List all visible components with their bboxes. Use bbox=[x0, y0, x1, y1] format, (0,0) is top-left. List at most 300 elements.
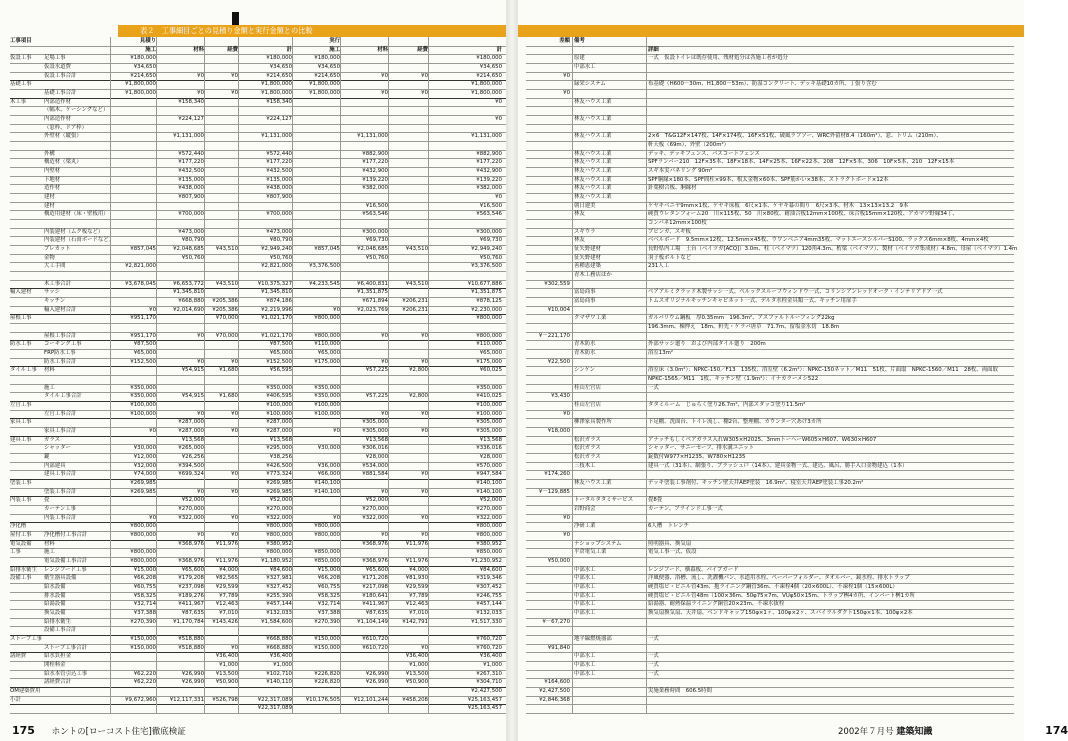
table-cell: ¥0 bbox=[421, 410, 428, 417]
table-cell: ¥518,880 bbox=[178, 644, 204, 651]
table-cell: ¥1,351,875 bbox=[357, 289, 388, 296]
table-cell: ¥0 bbox=[421, 471, 428, 478]
table-cell: ¥2,427,500 bbox=[539, 688, 570, 694]
table-cell: ¥58,325 bbox=[317, 592, 340, 599]
table-cell: ¥951,170 bbox=[130, 315, 156, 322]
table-cell: 塗装工事 bbox=[10, 480, 32, 486]
table-cell: ¥91,840 bbox=[547, 644, 570, 651]
table-cell: ¥0 bbox=[381, 532, 388, 538]
table-cell: ¥28,000 bbox=[479, 454, 502, 460]
table-cell: ¥1,345,810 bbox=[261, 289, 292, 296]
table-cell: 材料 bbox=[44, 367, 55, 374]
table-cell: ¥82,565 bbox=[215, 575, 238, 582]
table-cell: 給湯設備 bbox=[44, 601, 66, 608]
table-cell: ¥760,720 bbox=[476, 644, 502, 651]
table-cell: ¥438,000 bbox=[266, 185, 292, 192]
table-cell: ¥1,230,952 bbox=[471, 558, 502, 564]
table-cell: 三枝木工 bbox=[574, 462, 596, 469]
table-cell: ¥0 bbox=[231, 514, 238, 521]
table-cell: ¥0 bbox=[421, 90, 428, 96]
table-cell: ¥699,324 bbox=[178, 471, 204, 478]
table-cell: ¥177,220 bbox=[178, 159, 204, 166]
table-cell: 内装工事合計 bbox=[44, 514, 77, 521]
table-cell: ¥305,000 bbox=[476, 419, 502, 426]
table-cell: ¥270,000 bbox=[476, 506, 502, 512]
table-cell: ¥7,010 bbox=[219, 610, 238, 616]
table-cell: OM建築費用 bbox=[10, 688, 41, 694]
table-cell: （窓枠、ドア枠） bbox=[44, 124, 87, 131]
table-cell: ¥0 bbox=[197, 488, 204, 495]
table-cell: ¥22,317,089 bbox=[257, 705, 292, 712]
table-cell: ¥0 bbox=[421, 332, 428, 339]
table-cell: ¥300,000 bbox=[476, 228, 502, 235]
table-cell: 家具工事 bbox=[10, 419, 32, 426]
table-cell: ¥65,000 bbox=[317, 350, 340, 356]
table-cell: 錠数付W977×H1235、W780×H1235 bbox=[648, 454, 746, 460]
table-cell: 備考 bbox=[574, 38, 585, 44]
table-cell: ¥1,680 bbox=[219, 367, 238, 374]
table-cell: ¥432,900 bbox=[476, 168, 502, 174]
table-cell: ¥0 bbox=[421, 514, 428, 521]
table-cell: 排水設備 bbox=[44, 592, 66, 599]
table-cell: ¥1,800,000 bbox=[261, 90, 292, 96]
table-cell: 青木防水 bbox=[574, 350, 596, 356]
table-cell: 林友ハウス工業 bbox=[574, 185, 612, 192]
column-rule bbox=[156, 37, 157, 713]
table-title: 表２ 工事細目ごとの見積り金額と実行金額との比較 bbox=[118, 25, 506, 37]
table-cell: ¥132,033 bbox=[476, 610, 502, 616]
table-cell: ¥143,426 bbox=[212, 618, 238, 625]
table-cell: SPF胴縁×180本、SPF間柱×99本、根太金物×60本、SPF筋かい×38本、ストラクトボード×12本 bbox=[648, 176, 889, 183]
table-cell: ¥36,000 bbox=[317, 462, 340, 469]
table-cell: 中部水工 bbox=[574, 601, 596, 608]
table-cell: ¥800,000 bbox=[314, 532, 340, 538]
table-cell: ¥28,000 bbox=[365, 454, 388, 460]
table-cell: 一式 bbox=[648, 636, 659, 642]
table-cell: ¥65,000 bbox=[133, 350, 156, 356]
table-cell: ¥0 bbox=[421, 72, 428, 79]
table-cell: ¥32,000 bbox=[133, 462, 156, 469]
table-cell: ¥0 bbox=[231, 428, 238, 434]
table-cell: ¥6,653,772 bbox=[173, 280, 204, 287]
table-cell: ¥0 bbox=[563, 90, 570, 96]
table-cell: ¥206,231 bbox=[402, 306, 428, 313]
table-cell: ¥305,000 bbox=[362, 428, 388, 434]
table-cell: 征矢野建材 bbox=[574, 254, 601, 261]
table-cell: ¥74,000 bbox=[133, 471, 156, 478]
table-cell: ¥50,760 bbox=[365, 254, 388, 261]
table-cell: ¥306,016 bbox=[362, 445, 388, 452]
table-cell: ¥12,463 bbox=[215, 601, 238, 608]
book-gutter bbox=[506, 0, 518, 741]
table-cell: 硬質塩ビ・ビニル管43m、抱ライニング鋼管36m、不凍栓4個（20×600L）、不凍栓1個（15×600L） bbox=[648, 584, 898, 590]
table-cell: ¥26,990 bbox=[181, 670, 204, 677]
table-cell: ¥0 bbox=[231, 488, 238, 495]
table-cell: 林友ハウス工業 bbox=[574, 168, 612, 174]
table-cell: ¥100,000 bbox=[130, 402, 156, 408]
table-cell: 青木防水 bbox=[574, 341, 596, 348]
table-cell: ¥302,559 bbox=[544, 280, 570, 287]
table-cell: 6人槽 トレンチ bbox=[648, 523, 690, 530]
table-cell: ¥237,098 bbox=[178, 584, 204, 590]
table-cell: ¥1,131,000 bbox=[261, 133, 292, 140]
table-cell: 大工手間 bbox=[44, 263, 66, 270]
table-cell: ¥857,045 bbox=[314, 246, 340, 252]
table-cell: ¥0 bbox=[149, 514, 156, 521]
table-cell: デッキ塗装工事剤付、キッチン壁天井AEP塗装 16.9m²、寝室天井AEP塗装工事20.2m² bbox=[648, 480, 864, 486]
table-cell: 左官工事合計 bbox=[44, 410, 77, 417]
table-cell: ¥0 bbox=[197, 358, 204, 365]
table-cell: ¥110,000 bbox=[476, 341, 502, 348]
table-cell: ¥882,900 bbox=[362, 150, 388, 157]
table-cell: ¥807,900 bbox=[266, 194, 292, 200]
table-cell: ¥287,000 bbox=[178, 419, 204, 426]
table-cell: ¥226,820 bbox=[314, 670, 340, 677]
table-cell: ¥350,000 bbox=[314, 393, 340, 400]
table-cell: ¥1,000 bbox=[483, 662, 502, 668]
table-cell: 材料 bbox=[193, 46, 204, 53]
table-cell: 設備工事 bbox=[10, 575, 32, 582]
table-cell: 長野県内工場 土台（ベイツガ[ACQ]）3.0m、柱（ベイマツ）120角4.3m、桁梁（ベイマツ）、製材（ベイツガ集成材）4.8m、母屋（ベイマツ）1.4m bbox=[648, 246, 1018, 252]
table-cell: ¥－221,170 bbox=[538, 332, 570, 339]
table-cell: ¥214,650 bbox=[130, 72, 156, 79]
table-cell: 木工事 bbox=[10, 98, 27, 105]
table-cell: トムスオリジナルキッチンキャビネット一式、デルタ水栓金具類一式、キッチン用扉手 bbox=[648, 298, 857, 304]
column-rule bbox=[340, 37, 341, 713]
table-cell: 建具工事合計 bbox=[44, 471, 77, 478]
table-cell: ¥350,000 bbox=[130, 384, 156, 391]
table-cell: ¥11,976 bbox=[215, 540, 238, 547]
table-cell: 材料 bbox=[377, 46, 388, 53]
footer-caption: ホントの[ローコスト住宅]徹底検証 bbox=[51, 727, 186, 737]
table-cell: 外構 bbox=[44, 150, 55, 157]
table-cell: ¥0 bbox=[381, 72, 388, 79]
table-cell: ¥668,880 bbox=[266, 636, 292, 642]
column-rule bbox=[428, 37, 429, 713]
table-cell: ¥255,390 bbox=[266, 592, 292, 599]
table-cell: 計 bbox=[496, 46, 502, 53]
table-cell: ¥87,500 bbox=[133, 341, 156, 348]
table-cell: ¥62,220 bbox=[133, 670, 156, 677]
table-cell: 内装工事 bbox=[10, 497, 32, 504]
table-cell: ¥0 bbox=[421, 532, 428, 538]
table-cell: ¥0 bbox=[421, 488, 428, 495]
table-cell: ¥87,635 bbox=[365, 610, 388, 616]
table-cell: ¥69,730 bbox=[479, 237, 502, 244]
table-cell: ¥171,208 bbox=[362, 575, 388, 582]
table-cell: ¥1,000 bbox=[273, 662, 292, 668]
table-cell: ¥100,000 bbox=[476, 402, 502, 408]
table-cell: スギウラ bbox=[574, 228, 596, 235]
table-cell: ¥0 bbox=[333, 428, 340, 434]
table-cell: 羽子板ボルトなど bbox=[648, 254, 692, 261]
table-cell: 屋根工事 bbox=[10, 315, 32, 322]
table-cell: ¥760,720 bbox=[476, 636, 502, 642]
table-cell: ¥177,220 bbox=[362, 159, 388, 166]
issue-date: 2002年７月号 bbox=[838, 727, 894, 737]
table-cell: ¥0 bbox=[421, 428, 428, 434]
table-cell: ¥214,650 bbox=[314, 72, 340, 79]
table-cell: ¥22,500 bbox=[547, 358, 570, 365]
table-cell: 詳細 bbox=[648, 46, 659, 53]
table-cell: 緑栄システム bbox=[574, 81, 606, 88]
table-cell: ¥62,220 bbox=[133, 679, 156, 686]
table-cell: ¥0 bbox=[149, 428, 156, 434]
table-cell: ¥177,220 bbox=[266, 159, 292, 166]
table-cell: 実施業務時間 606.5時間 bbox=[648, 688, 712, 694]
table-cell: ¥800,000 bbox=[476, 532, 502, 538]
table-cell: ¥265,000 bbox=[178, 445, 204, 452]
table-cell: ¥350,000 bbox=[130, 393, 156, 400]
table-cell: ¥1,131,000 bbox=[173, 133, 204, 140]
table-cell: 松沢ガラス bbox=[574, 445, 601, 452]
table-cell: ¥307,452 bbox=[476, 584, 502, 590]
table-cell: ¥177,220 bbox=[476, 159, 502, 166]
table-cell: コーキング工事 bbox=[44, 341, 82, 348]
table-cell: ¥878,125 bbox=[476, 298, 502, 304]
table-cell: ¥269,985 bbox=[266, 488, 292, 495]
table-cell: ¥57,225 bbox=[365, 393, 388, 400]
table-cell: ¥13,568 bbox=[479, 436, 502, 443]
table-cell: ¥50,000 bbox=[547, 558, 570, 564]
table-cell: 中部水工 bbox=[574, 662, 596, 668]
table-cell: 中部水工 bbox=[574, 653, 596, 660]
table-cell: ¥410,025 bbox=[476, 393, 502, 400]
table-cell: ¥60,025 bbox=[479, 367, 502, 374]
table-cell: ガラス bbox=[44, 436, 61, 443]
table-cell: 畳8畳 bbox=[648, 497, 663, 504]
table-cell: ¥800,000 bbox=[476, 523, 502, 530]
table-cell: ¥0 bbox=[563, 532, 570, 538]
table-cell: 中部水工 bbox=[574, 610, 596, 616]
table-cell: ¥411,967 bbox=[362, 601, 388, 608]
table-cell: ¥32,714 bbox=[133, 601, 156, 608]
table-cell: ¥54,915 bbox=[181, 393, 204, 400]
table-cell: ¥152,500 bbox=[130, 358, 156, 365]
table-cell: ¥4,000 bbox=[409, 566, 428, 573]
table-cell: 善種恵建築 bbox=[574, 263, 601, 270]
table-cell: 富島商事 bbox=[574, 289, 596, 296]
table-cell: 給水負担金 bbox=[44, 653, 71, 660]
table-cell: 構造材（梁丸） bbox=[44, 159, 82, 166]
table-cell: ¥1,000 bbox=[219, 662, 238, 668]
table-cell: ¥87,500 bbox=[269, 341, 292, 348]
table-cell: 鍵 bbox=[44, 454, 50, 460]
table-cell: 一式 bbox=[648, 662, 659, 668]
table-cell: ¥34,650 bbox=[133, 64, 156, 70]
table-cell: ¥10,677,886 bbox=[467, 280, 502, 287]
table-cell: ¥43,510 bbox=[215, 280, 238, 287]
table-cell: ¥800,000 bbox=[130, 558, 156, 564]
table-cell: 林友 bbox=[574, 237, 585, 244]
table-cell: ¥140,100 bbox=[476, 488, 502, 495]
table-cell: ¥0 bbox=[197, 532, 204, 538]
table-cell: ¥305,000 bbox=[476, 428, 502, 434]
table-cell: 換気設備 bbox=[44, 610, 66, 616]
table-cell: 施工 bbox=[44, 549, 55, 556]
table-cell: 防水工事合計 bbox=[44, 358, 77, 365]
table-cell: ¥214,650 bbox=[476, 72, 502, 79]
table-cell: ¥65,600 bbox=[181, 566, 204, 573]
table-cell: 防水工事 bbox=[10, 341, 32, 348]
table-cell: ¥30,000 bbox=[133, 445, 156, 452]
table-cell: ¥1,021,170 bbox=[261, 332, 292, 339]
table-cell: ¥269,985 bbox=[130, 488, 156, 495]
table-cell: ¥29,599 bbox=[215, 584, 238, 590]
table-cell: ¥22,317,089 bbox=[257, 696, 292, 703]
page-number: 174 bbox=[1045, 724, 1068, 737]
table-cell: 柳澤家具製作所 bbox=[574, 419, 612, 426]
table-cell: ¥807,900 bbox=[178, 194, 204, 200]
table-cell: ¥13,568 bbox=[269, 436, 292, 443]
table-cell: 諸経費 bbox=[10, 653, 27, 660]
table-cell: ¥52,000 bbox=[479, 497, 502, 504]
table-cell: ¥1,345,810 bbox=[173, 289, 204, 296]
table-cell: ガルバリウム鋼板 厚0.35mm 196.3m²、アスファルトルーフィング22kg bbox=[648, 315, 835, 322]
table-cell: ¥140,100 bbox=[476, 480, 502, 486]
table-cell: 内装建材（ムク板など） bbox=[44, 228, 104, 235]
table-cell: 実行 bbox=[329, 38, 340, 44]
table-cell: 外部サッシ廻り および内部タイル廻り 200m bbox=[648, 341, 766, 348]
table-cell: ¥10,004 bbox=[547, 306, 570, 313]
table-cell: ¥2,014,690 bbox=[173, 306, 204, 313]
left-page bbox=[0, 0, 506, 741]
table-cell: 仮設工事合計 bbox=[44, 72, 77, 79]
table-cell: ¥394,500 bbox=[178, 462, 204, 469]
table-cell: 浴室13m² bbox=[648, 350, 674, 356]
table-cell: クマザワ工業 bbox=[574, 315, 607, 322]
table-cell: 196.3mm、棟押え 18m、軒先・ケラバ唐草 71.7m、留塩金水切 18.8m bbox=[648, 324, 840, 330]
table-cell: ¥34,650 bbox=[479, 64, 502, 70]
table-cell: ¥1,170,784 bbox=[173, 618, 204, 625]
table-cell: 屋付工事 bbox=[10, 532, 32, 538]
table-cell: ¥43,510 bbox=[215, 246, 238, 252]
table-cell: キッチン bbox=[44, 298, 66, 304]
table-cell: ¥65,000 bbox=[479, 350, 502, 356]
table-cell: ¥2,048,685 bbox=[173, 246, 204, 252]
table-cell: 一式 仮設トイレは既存使用、残材処分は各施工者が処分 bbox=[648, 55, 788, 62]
table-cell: 硬質塩ビ・ビニル管48m（100×36m、50φ75×7m、VUφ50×15m、トラップ桝4カ所、インバート桝1カ所 bbox=[648, 592, 915, 599]
table-cell: ¥1,680 bbox=[219, 393, 238, 400]
table-cell: ¥668,880 bbox=[266, 644, 292, 651]
table-cell: ¥175,000 bbox=[314, 358, 340, 365]
table-cell: ¥132,033 bbox=[266, 610, 292, 616]
table-cell: ¥100,000 bbox=[314, 402, 340, 408]
table-cell: 建材 bbox=[44, 202, 55, 209]
table-cell: ¥668,880 bbox=[178, 298, 204, 304]
table-cell: 松沢ガラス bbox=[574, 454, 601, 460]
table-cell: ¥50,900 bbox=[405, 679, 428, 686]
table-cell: ¥2,048,685 bbox=[357, 246, 388, 252]
table-cell: 建具工事 bbox=[10, 436, 32, 443]
table-cell: ¥2,219,996 bbox=[261, 306, 292, 313]
table-cell: 電気工事一式、仮設 bbox=[648, 549, 697, 556]
table-cell: ¥65,000 bbox=[269, 350, 292, 356]
table-cell: 一式 bbox=[648, 653, 659, 660]
table-cell: 浄研工業 bbox=[574, 523, 596, 530]
cost-comparison-table bbox=[10, 37, 506, 713]
table-cell: ¥368,976 bbox=[178, 540, 204, 547]
table-cell: ¥32,714 bbox=[317, 601, 340, 608]
table-cell: ¥100,000 bbox=[130, 410, 156, 417]
table-cell: ¥26,990 bbox=[365, 670, 388, 677]
table-cell: サッシ bbox=[44, 289, 61, 296]
table-cell: 経費 bbox=[227, 46, 238, 53]
table-cell: ¥2,949,240 bbox=[261, 246, 292, 252]
table-cell: ¥174,260 bbox=[544, 471, 570, 478]
table-cell: 青木工務店ほか bbox=[574, 272, 612, 278]
table-cell: ¥1,180,952 bbox=[261, 558, 292, 564]
table-cell: ¥70,000 bbox=[215, 332, 238, 339]
table-cell: ¥882,900 bbox=[476, 150, 502, 157]
table-cell: ¥269,985 bbox=[130, 480, 156, 486]
table-cell: ¥0 bbox=[495, 116, 502, 122]
table-cell: ¥671,894 bbox=[362, 298, 388, 304]
table-cell: ¥534,000 bbox=[362, 462, 388, 469]
table-cell: ¥304,710 bbox=[476, 679, 502, 686]
table-cell: ¥52,000 bbox=[365, 497, 388, 504]
table-cell: ¥1,800,000 bbox=[125, 90, 156, 96]
table-cell: デッキ、デッキフェンス、パスコートフェンス bbox=[648, 150, 760, 157]
table-cell: ¥380,952 bbox=[266, 540, 292, 547]
table-cell: 征矢野建材 bbox=[574, 246, 601, 252]
table-cell: 浄化槽 bbox=[10, 523, 27, 530]
table-cell: ¥0 bbox=[381, 332, 388, 339]
table-cell: 浄化槽付工事合計 bbox=[44, 532, 88, 538]
table-cell: （幅木、ケーシングなど） bbox=[44, 107, 109, 114]
table-cell: ¥205,386 bbox=[212, 298, 238, 304]
table-cell: 換気扇換気扇、天井扇、ベンドキャップ150φ×1ヶ、100φ×2ヶ、スパイラルダクト150φ×1本、100φ×2本 bbox=[648, 610, 913, 616]
table-cell: ¥224,127 bbox=[178, 116, 204, 122]
table-cell: ¥－67,270 bbox=[542, 618, 570, 625]
table-cell: 外壁材（縦張） bbox=[44, 133, 82, 140]
table-cell: 一式 bbox=[648, 384, 659, 391]
table-cell: ¥164,600 bbox=[544, 679, 570, 686]
table-cell: ¥572,440 bbox=[266, 150, 292, 157]
table-cell: ¥1,800,000 bbox=[261, 81, 292, 88]
magazine-title: 建築知識 bbox=[896, 727, 933, 737]
table-cell: ¥1,131,000 bbox=[357, 133, 388, 140]
table-cell: ¥205,386 bbox=[212, 306, 238, 313]
table-cell: ¥18,000 bbox=[547, 428, 570, 434]
table-cell: 岩野商会 bbox=[574, 506, 596, 512]
remarks-table bbox=[526, 37, 1018, 713]
table-cell: ¥1,584,600 bbox=[261, 618, 292, 625]
table-row bbox=[10, 704, 506, 714]
table-cell: 造作材 bbox=[44, 185, 61, 192]
table-cell: ¥270,000 bbox=[362, 506, 388, 512]
column-rule bbox=[292, 37, 293, 713]
table-cell: 金物 bbox=[44, 254, 55, 261]
table-cell: ¥368,976 bbox=[362, 540, 388, 547]
table-cell: ¥37,388 bbox=[317, 610, 340, 616]
table-cell: ¥800,000 bbox=[266, 549, 292, 556]
table-cell: 内壁材 bbox=[44, 168, 61, 174]
table-cell: ¥0 bbox=[381, 90, 388, 96]
table-cell: ¥58,325 bbox=[133, 592, 156, 599]
table-cell: ¥570,000 bbox=[476, 462, 502, 469]
table-cell: ¥270,390 bbox=[130, 618, 156, 625]
table-cell: 桂山左官店 bbox=[574, 402, 601, 408]
table-cell: ¥1,104,149 bbox=[357, 618, 388, 625]
table-cell: ¥800,000 bbox=[130, 532, 156, 538]
table-cell: 231人工 bbox=[648, 263, 670, 270]
table-cell: ¥610,720 bbox=[362, 644, 388, 651]
table-cell: ¥287,000 bbox=[266, 419, 292, 426]
table-cell: ¥0 bbox=[563, 72, 570, 79]
table-cell: ¥70,000 bbox=[215, 315, 238, 322]
table-cell: ¥473,000 bbox=[178, 228, 204, 235]
